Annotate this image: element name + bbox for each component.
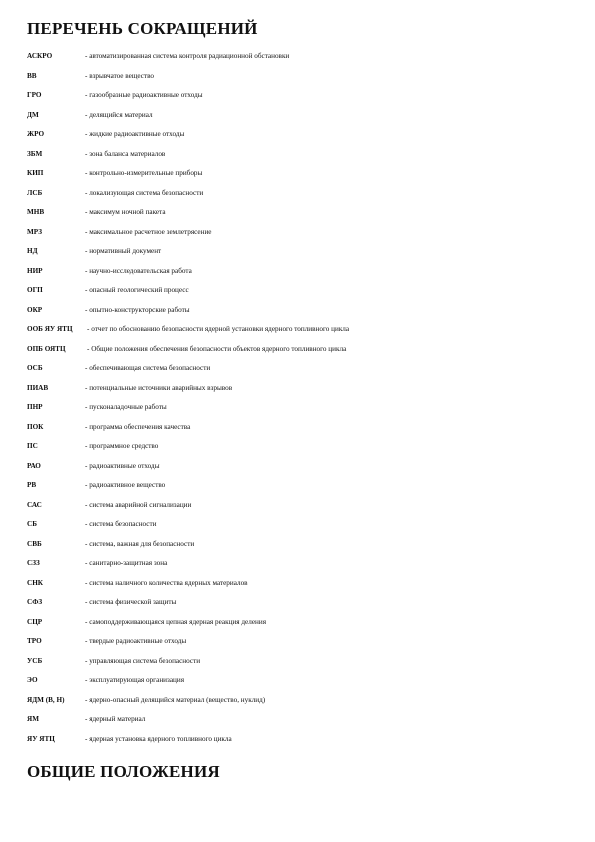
- abbreviation-row: [27, 51, 577, 71]
- abbreviation-term: МРЗ: [27, 227, 43, 236]
- abbreviation-row: [27, 90, 577, 110]
- abbreviation-term: ООБ ЯУ ЯТЦ: [27, 325, 73, 333]
- abbreviation-definition: - система аварийной сигнализации: [85, 500, 192, 509]
- abbreviation-row: [27, 597, 577, 617]
- abbreviation-row: [27, 129, 577, 149]
- abbreviation-definition: - максимальное расчетное землетрясение: [85, 227, 212, 236]
- abbreviation-term: НИР: [27, 266, 43, 275]
- abbreviation-row: [27, 227, 577, 247]
- abbreviation-row: [27, 266, 577, 286]
- abbreviation-definition: - ядерная установка ядерного топливного цикла: [85, 734, 232, 743]
- abbreviation-term: АСКРО: [27, 52, 53, 60]
- abbreviation-definition: - система безопасности: [85, 520, 157, 528]
- abbreviation-row: [27, 617, 577, 637]
- abbreviation-term: КИП: [27, 169, 44, 177]
- abbreviation-term: ЯУ ЯТЦ: [27, 734, 55, 743]
- abbreviation-term: ТРО: [27, 637, 42, 645]
- abbreviation-definition: - жидкие радиоактивные отходы: [85, 130, 185, 138]
- abbreviation-definition: - газообразные радиоактивные отходы: [85, 91, 203, 99]
- abbreviation-row: [27, 461, 577, 481]
- abbreviation-term: РВ: [27, 481, 37, 489]
- abbreviation-term: ОГП: [27, 286, 43, 294]
- abbreviation-term: УСБ: [27, 656, 43, 665]
- abbreviation-row: [27, 656, 577, 676]
- abbreviation-term: ЖРО: [27, 130, 45, 138]
- abbreviation-row: [27, 363, 577, 383]
- abbreviation-term: ОСБ: [27, 364, 43, 372]
- abbreviation-term: ГРО: [27, 91, 42, 99]
- abbreviation-definition: - система наличного количества ядерных материалов: [85, 578, 248, 587]
- abbreviation-term: ОПБ ОЯТЦ: [27, 344, 66, 353]
- abbreviation-row: [27, 168, 577, 188]
- abbreviation-definition: - делящийся материал: [85, 110, 153, 119]
- abbreviation-row: [27, 110, 577, 130]
- abbreviation-row: [27, 500, 577, 520]
- abbreviation-term: ЭО: [27, 676, 38, 684]
- abbreviation-definition: - зона баланса материалов: [85, 149, 166, 158]
- abbreviation-term: ПНР: [27, 403, 43, 411]
- abbreviation-row: [27, 285, 577, 305]
- abbreviation-term: ВВ: [27, 71, 37, 80]
- abbreviation-term: СВБ: [27, 539, 42, 548]
- abbreviation-row: [27, 149, 577, 169]
- abbreviation-definition: - программа обеспечения качества: [85, 422, 191, 431]
- abbreviation-definition: - санитарно-защитная зона: [85, 559, 168, 567]
- abbreviation-row: [27, 558, 577, 578]
- abbreviation-term: ЯМ: [27, 715, 39, 723]
- abbreviation-term: ЯДМ (В, Н): [27, 695, 65, 704]
- abbreviation-row: [27, 188, 577, 208]
- abbreviation-definition: - ядерно-опасный делящийся материал (вещество, нуклид): [85, 695, 266, 704]
- abbreviation-term: ЛСБ: [27, 188, 43, 197]
- abbreviation-row: [27, 324, 577, 344]
- abbreviation-row: [27, 71, 577, 91]
- abbreviation-row: [27, 305, 577, 325]
- abbreviation-term: СБ: [27, 520, 37, 528]
- abbreviation-term: РАО: [27, 461, 41, 470]
- abbreviation-definition: - система физической защиты: [85, 598, 177, 606]
- abbreviation-row: [27, 734, 577, 754]
- abbreviation-definition: - пусконаладочные работы: [85, 403, 167, 411]
- abbreviation-definition: - радиоактивное вещество: [85, 481, 166, 489]
- abbreviation-row: [27, 539, 577, 559]
- abbreviation-row: [27, 675, 577, 695]
- abbreviation-term: ДМ: [27, 110, 39, 119]
- abbreviation-definition: - самоподдерживающаяся цепная ядерная реакция деления: [85, 617, 267, 626]
- abbreviation-definition: - научно-исследовательская работа: [85, 266, 192, 275]
- abbreviation-row: [27, 441, 577, 461]
- abbreviation-definition: - автоматизированная система контроля радиационной обстановки: [85, 52, 290, 60]
- abbreviation-row: [27, 402, 577, 422]
- abbreviation-term: САС: [27, 500, 42, 509]
- abbreviation-definition: - система, важная для безопасности: [85, 539, 195, 548]
- abbreviation-definition: - опасный геологический процесс: [85, 286, 189, 294]
- abbreviation-term: ОКР: [27, 305, 43, 314]
- abbreviation-definition: - контрольно-измерительные приборы: [85, 169, 203, 177]
- abbreviation-term: СНК: [27, 578, 43, 587]
- abbreviation-row: [27, 207, 577, 227]
- abbreviation-definition: - эксплуатирующая организация: [85, 676, 185, 684]
- abbreviation-definition: - управляющая система безопасности: [85, 656, 201, 665]
- section-title: ОБЩИЕ ПОЛОЖЕНИЯ: [27, 762, 220, 781]
- abbreviation-definition: - максимум ночной пакета: [85, 208, 166, 216]
- abbreviation-term: ПС: [27, 442, 38, 450]
- abbreviation-term: ЗБМ: [27, 149, 43, 158]
- abbreviation-row: [27, 636, 577, 656]
- abbreviation-definition: - потенциальные источники аварийных взрывов: [85, 383, 233, 392]
- abbreviation-row: [27, 383, 577, 403]
- abbreviation-term: ПОК: [27, 422, 44, 431]
- abbreviation-term: НД: [27, 247, 38, 255]
- abbreviation-definition: - программное средство: [85, 442, 159, 450]
- abbreviation-definition: - обеспечивающая система безопасности: [85, 364, 211, 372]
- abbreviation-definition: - взрывчатое вещество: [85, 71, 155, 80]
- abbreviation-row: [27, 519, 577, 539]
- abbreviation-row: [27, 578, 577, 598]
- abbreviation-definition: - опытно-конструкторские работы: [85, 305, 190, 314]
- abbreviation-term: ПИАВ: [27, 383, 49, 392]
- abbreviation-row: [27, 480, 577, 500]
- abbreviation-row: [27, 246, 577, 266]
- page-title: ПЕРЕЧЕНЬ СОКРАЩЕНИЙ: [27, 19, 258, 38]
- abbreviation-row: [27, 695, 577, 715]
- abbreviation-definition: - Общие положения обеспечения безопасности объектов ядерного топливного цикла: [87, 344, 347, 353]
- abbreviation-definition: - твердые радиоактивные отходы: [85, 637, 187, 645]
- abbreviation-term: СЗЗ: [27, 559, 40, 567]
- abbreviation-term: МНВ: [27, 208, 45, 216]
- abbreviation-row: [27, 344, 577, 364]
- abbreviation-term: СЦР: [27, 617, 43, 626]
- abbreviation-list: [27, 51, 577, 753]
- abbreviation-definition: - радиоактивные отходы: [85, 461, 160, 470]
- abbreviation-definition: - отчет по обоснованию безопасности ядерной установки ядерного топливного цикла: [87, 325, 350, 333]
- abbreviation-row: [27, 422, 577, 442]
- abbreviation-definition: - локализующая система безопасности: [85, 188, 204, 197]
- abbreviation-definition: - ядерный материал: [85, 715, 146, 723]
- abbreviation-definition: - нормативный документ: [85, 247, 162, 255]
- abbreviation-term: СФЗ: [27, 598, 43, 606]
- abbreviation-row: [27, 714, 577, 734]
